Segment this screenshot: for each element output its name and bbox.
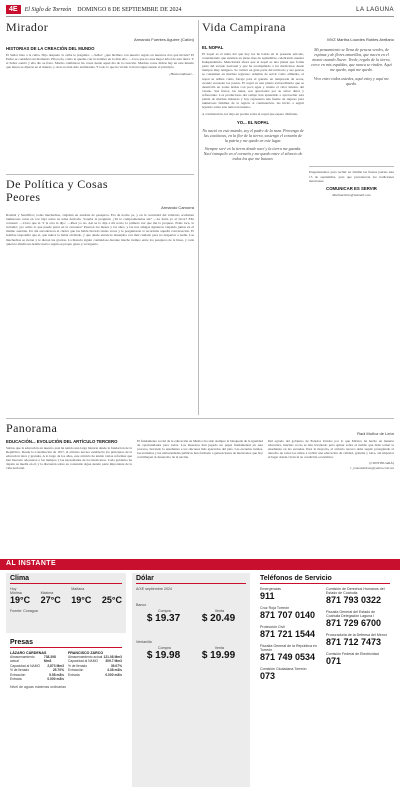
dam-row (10, 655, 64, 664)
dam-row-value: 5.58 m3/s (49, 672, 64, 677)
panorama-byline: Raúl Muñoz de León (357, 431, 394, 436)
poem-title: YO... EL NOPAL (236, 120, 270, 126)
dollar-buy-1: $ 19.37 (146, 613, 181, 624)
poem-end: Vivo entre todos ustedes, aquí estoy y aquí me quedo. (313, 76, 390, 86)
mirador-heading: HISTORIAS DE LA CREACIÓN DEL MUNDO (6, 46, 95, 51)
phone-number: 871 749 0534 (260, 652, 316, 662)
dam-row-label: Extracción (68, 668, 84, 673)
phone-number: 871 793 0322 (326, 595, 382, 605)
dams-box (6, 637, 126, 787)
campirana-comments: Preguntaremos para recibir en familia las fiestas patrias este 15 de septiembre, para que prevalezcan los tradiciones mexicanas. (309, 170, 394, 183)
phone-label: Cruz Roja Torreón (260, 606, 290, 610)
phone-entry (326, 610, 390, 628)
panorama-title: Panorama (6, 421, 58, 435)
panorama-heading: EDUCACIÓN... EVOLUCIÓN DEL ARTÍCULO TERCERO (6, 439, 118, 444)
campirana-closing: A continuación, les dejo un poema sobre el nopal que espero disfruten. (202, 112, 298, 117)
dam-row-label: % de llenado (68, 663, 88, 668)
poem-right: Mi pensamiento se llena de pencas verdes, de espinas y de flores amarillas, que nacen en el monte cuando llueve. Verde, regalo de la tierra, crece en mis espaldas, que nunca se rinden. Aquí me quedo, aquí me quedo. (311, 47, 392, 72)
campirana-comments-head: COMUNICAR ES SERVIR (326, 185, 377, 191)
weather-source: Fuente: Conagua (10, 609, 38, 613)
weather-max-tomorrow: 25°C (101, 595, 122, 605)
phone-label: Fiscalía General del Estado de Coahuila Delegación Laguna I (326, 610, 376, 618)
dam-right-rows (68, 655, 122, 677)
dam-row-label: Capacidad al NAMO (10, 663, 41, 668)
phone-entry (326, 652, 390, 666)
dam-row-label: Extracción (10, 672, 26, 677)
phone-label: Fiscalía General de la República en Torreón (260, 644, 317, 652)
dollar-title: Dólar (136, 575, 246, 584)
mirador-closing: ¡Hasta mañana!... (169, 72, 194, 77)
phones-box (256, 573, 394, 787)
phones-right-list (326, 587, 390, 686)
campirana-heading: EL NOPAL (202, 45, 224, 50)
phone-entry (326, 587, 390, 605)
poem-stanza-a: No nació en este mundo, soy el padre de la raza. Provengo de las cactáceas, en la flor de la tierra, sostengo el corazón de la patria y me quedo en este lugar. (202, 128, 304, 144)
dam-row-value: 121.08 Mm3 (103, 655, 122, 659)
politica-body: Rosibel y Sancifilor; todas muchachas, viajaban en autobús de pasajeros. Era de noche ya, y en la oscuridad del vehículo ocultaban numerosas caras en voz baja sobre su tema delicado. Sonaba la pregunta: ¿Tú te comprometerías así? —Le haría yo el favor? Ella contestó: —Claro que sí. Y la otra le dijo: —Pues yo no. Así se lo dije a mi novio la primera vez que me lo propuso. Estás loca, le reclamó; ¿no sabes lo que puede pasar en la carretera? Pasaron los meses y los años, y las tres amigas siguieron viajando juntas en el mismo autobús. Un día encontraron al chofer que las había llevado tantas veces y le preguntaron si recordaba aquella conversación. El hombre respondió que sí, que nunca la había olvidado, y que desde entonces manejaba con más cuidado para no despertar a nadie. Las muchachas se rieron y le dieron las gracias. La historia siguió contándose durante mucho tiempo entre los pasajeros de la línea, y cada quien le añadía un detalle nuevo según su propio gusto y su ingenio. (6, 213, 194, 246)
panorama-body-left: Sabías que la educación en nuestro país ha tenido una larga historia desde la fundación de la República. Desde la Constitución de 1917, el artículo tercero estableció los principios de la educación laica y gratuita. A lo largo de los años, este artículo ha tenido varias reformas que han buscado adecuarse a los tiempos y las necesidades de los mexicanos. Cada gobierno ha dejado su huella en él, y la discusión sobre su contenido sigue siendo parte importante de la vida nacional. (6, 446, 132, 471)
phone-entry (260, 625, 322, 639)
dam-row-label: % de llenado (10, 668, 30, 673)
campirana-title: Vida Campirana (202, 20, 286, 34)
dollar-row2-label: Ventanilla (136, 640, 152, 644)
dollar-row1-label: Banco (136, 603, 147, 607)
weather-box (6, 573, 126, 633)
phone-number: 871 729 6700 (326, 618, 382, 628)
al-instante-panel (0, 559, 400, 795)
weather-max-today: 27°C (40, 595, 61, 605)
campirana-body: El nopal es el tema del que hoy les he traído en el presente artículo, considerando que estamos en pleno mes de septiembre, celebrando nuestra Independencia. Mencionaré ahora que el nopal es una planta que forma parte del escudo nacional y que ha acompañado a los mexicanos desde tiempos muy antiguos. Se cultiva en gran parte del territorio y sus pencas se consumen en muchas regiones. Además de servir como alimento, el nopal se utiliza como forraje para el ganado en temporada de secas, cuando escasean los pastos. El nopal es una planta extraordinaria que se desarrolla en zonas áridas con poca agua y resiste el calor intenso del verano. Sus frutos, las tunas, son apreciados por su sabor dulce y refrescante. Los productores del campo han aprendido a aprovechar esta planta de muchas maneras y hoy representa una fuente de ingreso para numerosas familias de la región. A continuación, les invito a seguir leyendo sobre este tema tan nuestro. (202, 52, 304, 110)
page-header (6, 3, 394, 17)
weather-tomorrow-label: Mañana (71, 587, 85, 591)
panorama-signoff: (CONTINUARÁ) (369, 461, 394, 466)
phone-number: 073 (260, 671, 276, 681)
mirador-column (6, 20, 194, 170)
weather-min-label: Mínima (10, 591, 22, 595)
phone-entry (260, 644, 322, 662)
dam-left-name: LÁZARO CÁRDENAS (10, 651, 47, 655)
dam-right-name: FRANCISCO ZARCO (68, 651, 104, 655)
weather-title: Clima (10, 575, 122, 584)
dams-title: Presas (10, 639, 122, 648)
dam-row-value: 25.70% (52, 668, 64, 673)
mirador-title: Mirador (6, 20, 49, 34)
dam-row-value: 0.000 m3/s (47, 677, 64, 682)
divider (6, 174, 194, 175)
al-instante-bar: AL INSTANTE (0, 559, 400, 570)
dam-row-value: 2,873 Mm3 (47, 663, 64, 668)
weather-min-today: 19°C (10, 595, 31, 605)
issue-date: DOMINGO 8 DE SEPTIEMBRE DE 2024 (77, 6, 182, 13)
dam-row-value: 4.38 m3/s (107, 668, 122, 673)
phone-label: Protección Civil (260, 625, 285, 629)
dams-note: Nivel de aguas máximas ordinarias (10, 685, 66, 690)
column-divider (198, 20, 199, 415)
dollar-sell-label-2: Venta (214, 646, 224, 650)
dam-row-value: 39.07% (110, 663, 122, 668)
dollar-sell-label: Venta (214, 609, 224, 613)
dam-row-value: 0.000 m3/s (105, 672, 122, 677)
dollar-sell-1: $ 20.49 (201, 613, 236, 624)
phone-label: Comisión Federal de Electricidad (326, 652, 379, 656)
poem-stanza-b: Siempre seré en la tierra donde nací y la tierra me guarda. Nací tranquilo en el corazón y me quedo entre el silencio de todos los que me buscan. (203, 146, 303, 162)
dam-row-value: 309.7 Mm3 (105, 659, 122, 664)
weather-max-label: Máxima (40, 591, 54, 595)
phone-number: 871 712 7473 (326, 637, 382, 647)
divider (6, 418, 394, 419)
phone-label: Comisión Ciudadana Torreón (260, 667, 307, 671)
phone-entry (326, 633, 390, 647)
phones-left-list (260, 587, 322, 686)
dam-row (10, 677, 64, 681)
politica-byline: Armando Camorra (161, 205, 194, 210)
dollar-buy-label-2: Compra (158, 646, 171, 650)
dollar-buy-2: $ 19.98 (146, 650, 181, 661)
campirana-byline: MVZ Martha Lourdes Robles Arellano (327, 37, 394, 42)
phone-number: 871 721 1544 (260, 629, 316, 639)
dam-row-label: Capacidad al NAMO (68, 659, 99, 664)
weather-min-tomorrow: 19°C (71, 595, 92, 605)
page-number: 4E (6, 5, 21, 14)
politica-title: De Política y Cosas Peores (6, 178, 108, 204)
phone-number: 911 (260, 591, 275, 601)
dam-row-label: Entrada (10, 677, 22, 682)
section-name: LA LAGUNA (356, 6, 394, 13)
phone-entry (260, 606, 322, 620)
dam-left-rows (10, 655, 64, 681)
dam-row (68, 673, 122, 677)
phone-label: Emergencias (260, 587, 281, 591)
dam-row-label: Almacenamiento actual (68, 655, 103, 659)
campirana-email: Martharobles@hotmail.com (332, 192, 371, 197)
dam-row-label: Entrada (68, 672, 80, 677)
phones-title: Teléfonos de Servicio (260, 575, 390, 584)
dam-row-value: 738.398 Mm3 (43, 655, 56, 664)
newspaper-name: El Siglo de Torreón (24, 6, 72, 13)
panorama-section (6, 421, 394, 555)
panorama-email: r_munozdeleon@yahoo.com.mx (350, 465, 394, 470)
dollar-box (132, 573, 250, 787)
phone-label: Procuraduría de la Defensa del Menor (326, 633, 387, 637)
politica-column (6, 178, 194, 416)
phone-entry (260, 667, 322, 681)
mirador-byline: Armando Fuentes Aguirre (Catón) (133, 37, 194, 42)
panorama-body-right: Del agrado del gobierno de Estados Unidos por lo que México ha hecho en materia educativa, muchas voces se han levantado para opinar sobre el rumbo que debe tomar la enseñanza en las escuelas. Para la mayoría, el artículo tercero debe seguir protegiendo el derecho de todos los niños a recibir una educación de calidad, gratuita y laica, sin importar el lugar donde vivan ni su condición económica. (268, 439, 394, 460)
dollar-sell-2: $ 19.99 (201, 650, 236, 661)
dam-row-label: Almacenamiento actual (10, 655, 35, 664)
phone-number: 871 707 0140 (260, 610, 316, 620)
dollar-date: A/XE septiembre 2024 (136, 587, 172, 591)
panorama-body-mid: El fundamento social de la educación en México ha sido siempre la búsqueda de la igualdad de oportunidades para todos. Los maestros han jugado un papel fundamental en este proceso, llevando la enseñanza a los rincones más apartados del país. Las escuelas rurales, las normales y las universidades públicas han formado a generaciones de mexicanos que hoy contribuyen al desarrollo de la nación. (137, 439, 263, 460)
phone-label: Comisión de Derechos Humanos del Estado de Coahuila (326, 587, 385, 595)
mirador-body: El Señor hizo a la ceiba. Dijo después: la ceiba le pregunta: —Señor: ¿qué hicimos con nuestro regalo en nuestros ríos que hiciste? El Padre se consideró un momento. Ella todo, como te quedas con tu nombre en lo más alto. —Creo que no eres mejor árbol de esta tierra. Y el Señor sonrió y ella dio su fruto. Mucho cambiaron las cosas desde aquel día de la creación. Muchas cosas dichas hay en este mundo que nunca se dijeron en el mundo, y otras no han sido nombradas. Y todo lo que ha vivido la tierra sigue siendo el principio. (6, 53, 194, 70)
phone-entry (260, 587, 322, 601)
dollar-buy-label: Compra (158, 609, 171, 613)
weather-today-label: Hoy (10, 587, 17, 591)
campirana-column (202, 20, 394, 415)
phone-number: 071 (326, 656, 342, 666)
